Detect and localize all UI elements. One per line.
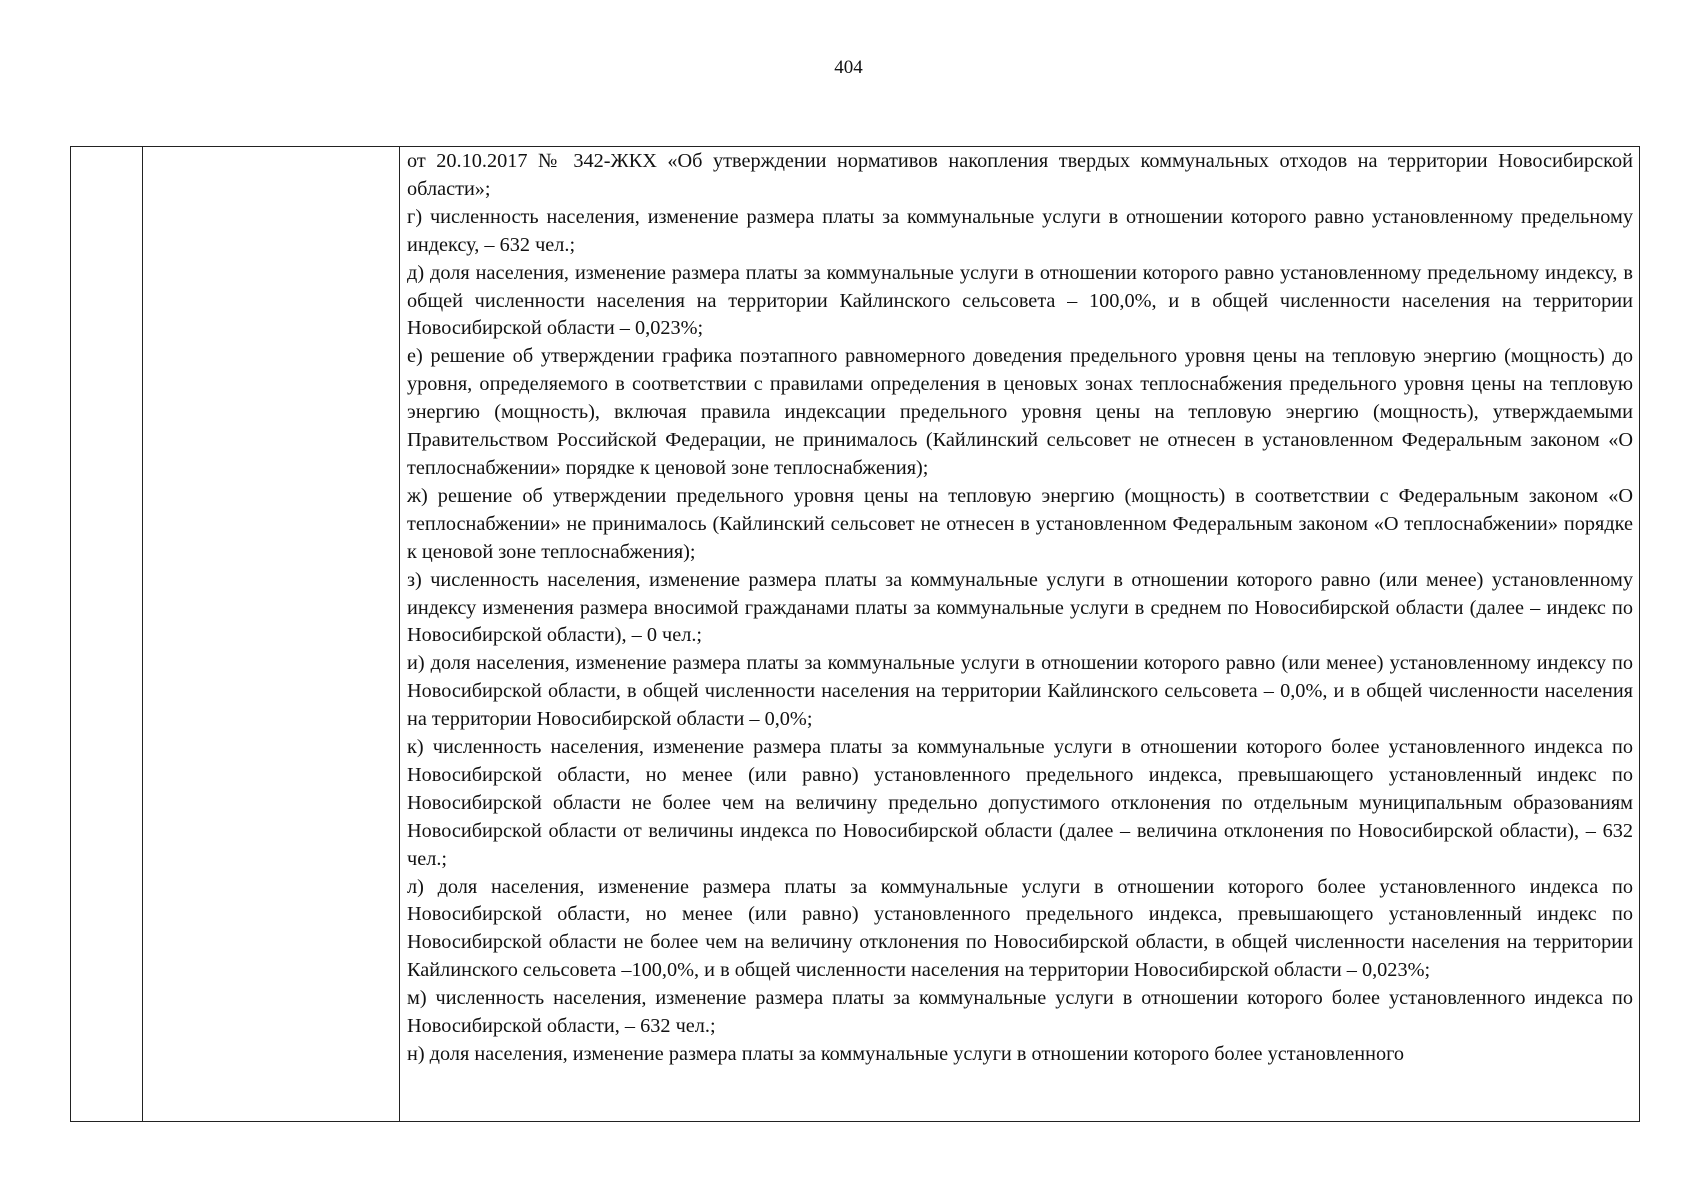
paragraph-zh: ж) решение об утверждении предельного уровня цены на тепловую энергию (мощность) в соответствии с Федеральным законом «О теплоснабжении» не принималось (Кайлинский сельсовет не отнесен в установленном Федеральным законом «О теплоснабжении» порядке к ценовой зоне теплоснабжения); bbox=[407, 484, 1633, 563]
table-cell-number bbox=[71, 147, 143, 1122]
paragraph-m: м) численность населения, изменение размера платы за коммунальные услуги в отношении которого более установленного индекса по Новосибирской области, – 632 чел.; bbox=[407, 987, 1633, 1038]
paragraph-d: д) доля населения, изменение размера платы за коммунальные услуги в отношении которого равно установленному предельному индексу, в общей численности населения на территории Кайлинского сельсовета – 100,0%, и в общей численности населения на территории Новосибирской области – 0,023%; bbox=[407, 261, 1633, 340]
table-cell-content bbox=[400, 147, 1640, 1122]
paragraph-k: к) численность населения, изменение размера платы за коммунальные услуги в отношении которого более установленного индекса по Новосибирской области, но менее (или равно) установленного предельного индекса, превышающего установленный индекс по Новосибирской области не более чем на величину предельно допустимого отклонения по отдельным муниципальным образованиям Новосибирской области от величины индекса по Новосибирской области (далее – величина отклонения по Новосибирской области), – 632 чел.; bbox=[407, 736, 1633, 870]
table-row bbox=[71, 147, 1640, 1122]
paragraph-l: л) доля населения, изменение размера платы за коммунальные услуги в отношении которого более установленного индекса по Новосибирской области, но менее (или равно) установленного предельного индекса, превышающего установленный индекс по Новосибирской области не более чем на величину отклонения по Новосибирской области, в общей численности населения на территории Кайлинского сельсовета –100,0%, и в общей численности населения на территории Новосибирской области – 0,023%; bbox=[407, 875, 1633, 982]
paragraph-i: и) доля населения, изменение размера платы за коммунальные услуги в отношении которого равно (или менее) установленному индексу по Новосибирской области, в общей численности населения на территории Кайлинского сельсовета – 0,0%, и в общей численности населения на территории Новосибирской области – 0,0%; bbox=[407, 652, 1633, 731]
table-cell-name bbox=[143, 147, 400, 1122]
page-number: 404 bbox=[834, 57, 863, 78]
paragraph-e: е) решение об утверждении графика поэтапного равномерного доведения предельного уровня цены на тепловую энергию (мощность) до уровня, определяемого в соответствии с правилами определения в ценовых зонах теплоснабжения предельного уровня цены на тепловую энергию (мощность), включая правила индексации предельного уровня цены на тепловую энергию (мощность), утверждаемыми Правительством Российской Федерации, не принималось (Кайлинский сельсовет не отнесен в установленном Федеральным законом «О теплоснабжении» порядке к ценовой зоне теплоснабжения); bbox=[407, 345, 1633, 479]
paragraph-z: з) численность населения, изменение размера платы за коммунальные услуги в отношении которого равно (или менее) установленному индексу изменения размера вносимой гражданами платы за коммунальные услуги в среднем по Новосибирской области (далее – индекс по Новосибирской области), – 0 чел.; bbox=[407, 568, 1633, 647]
paragraph-n: н) доля населения, изменение размера платы за коммунальные услуги в отношении которого более установленного bbox=[407, 1043, 1405, 1065]
paragraph-g: г) численность населения, изменение размера платы за коммунальные услуги в отношении которого равно установленному предельному индексу, – 632 чел.; bbox=[407, 205, 1633, 256]
paragraph-document-ref: от 20.10.2017 № 342-ЖКХ «Об утверждении нормативов накопления твердых коммунальных отходов на территории Новосибирской области»; bbox=[407, 150, 1633, 200]
document-table bbox=[70, 146, 1640, 1122]
